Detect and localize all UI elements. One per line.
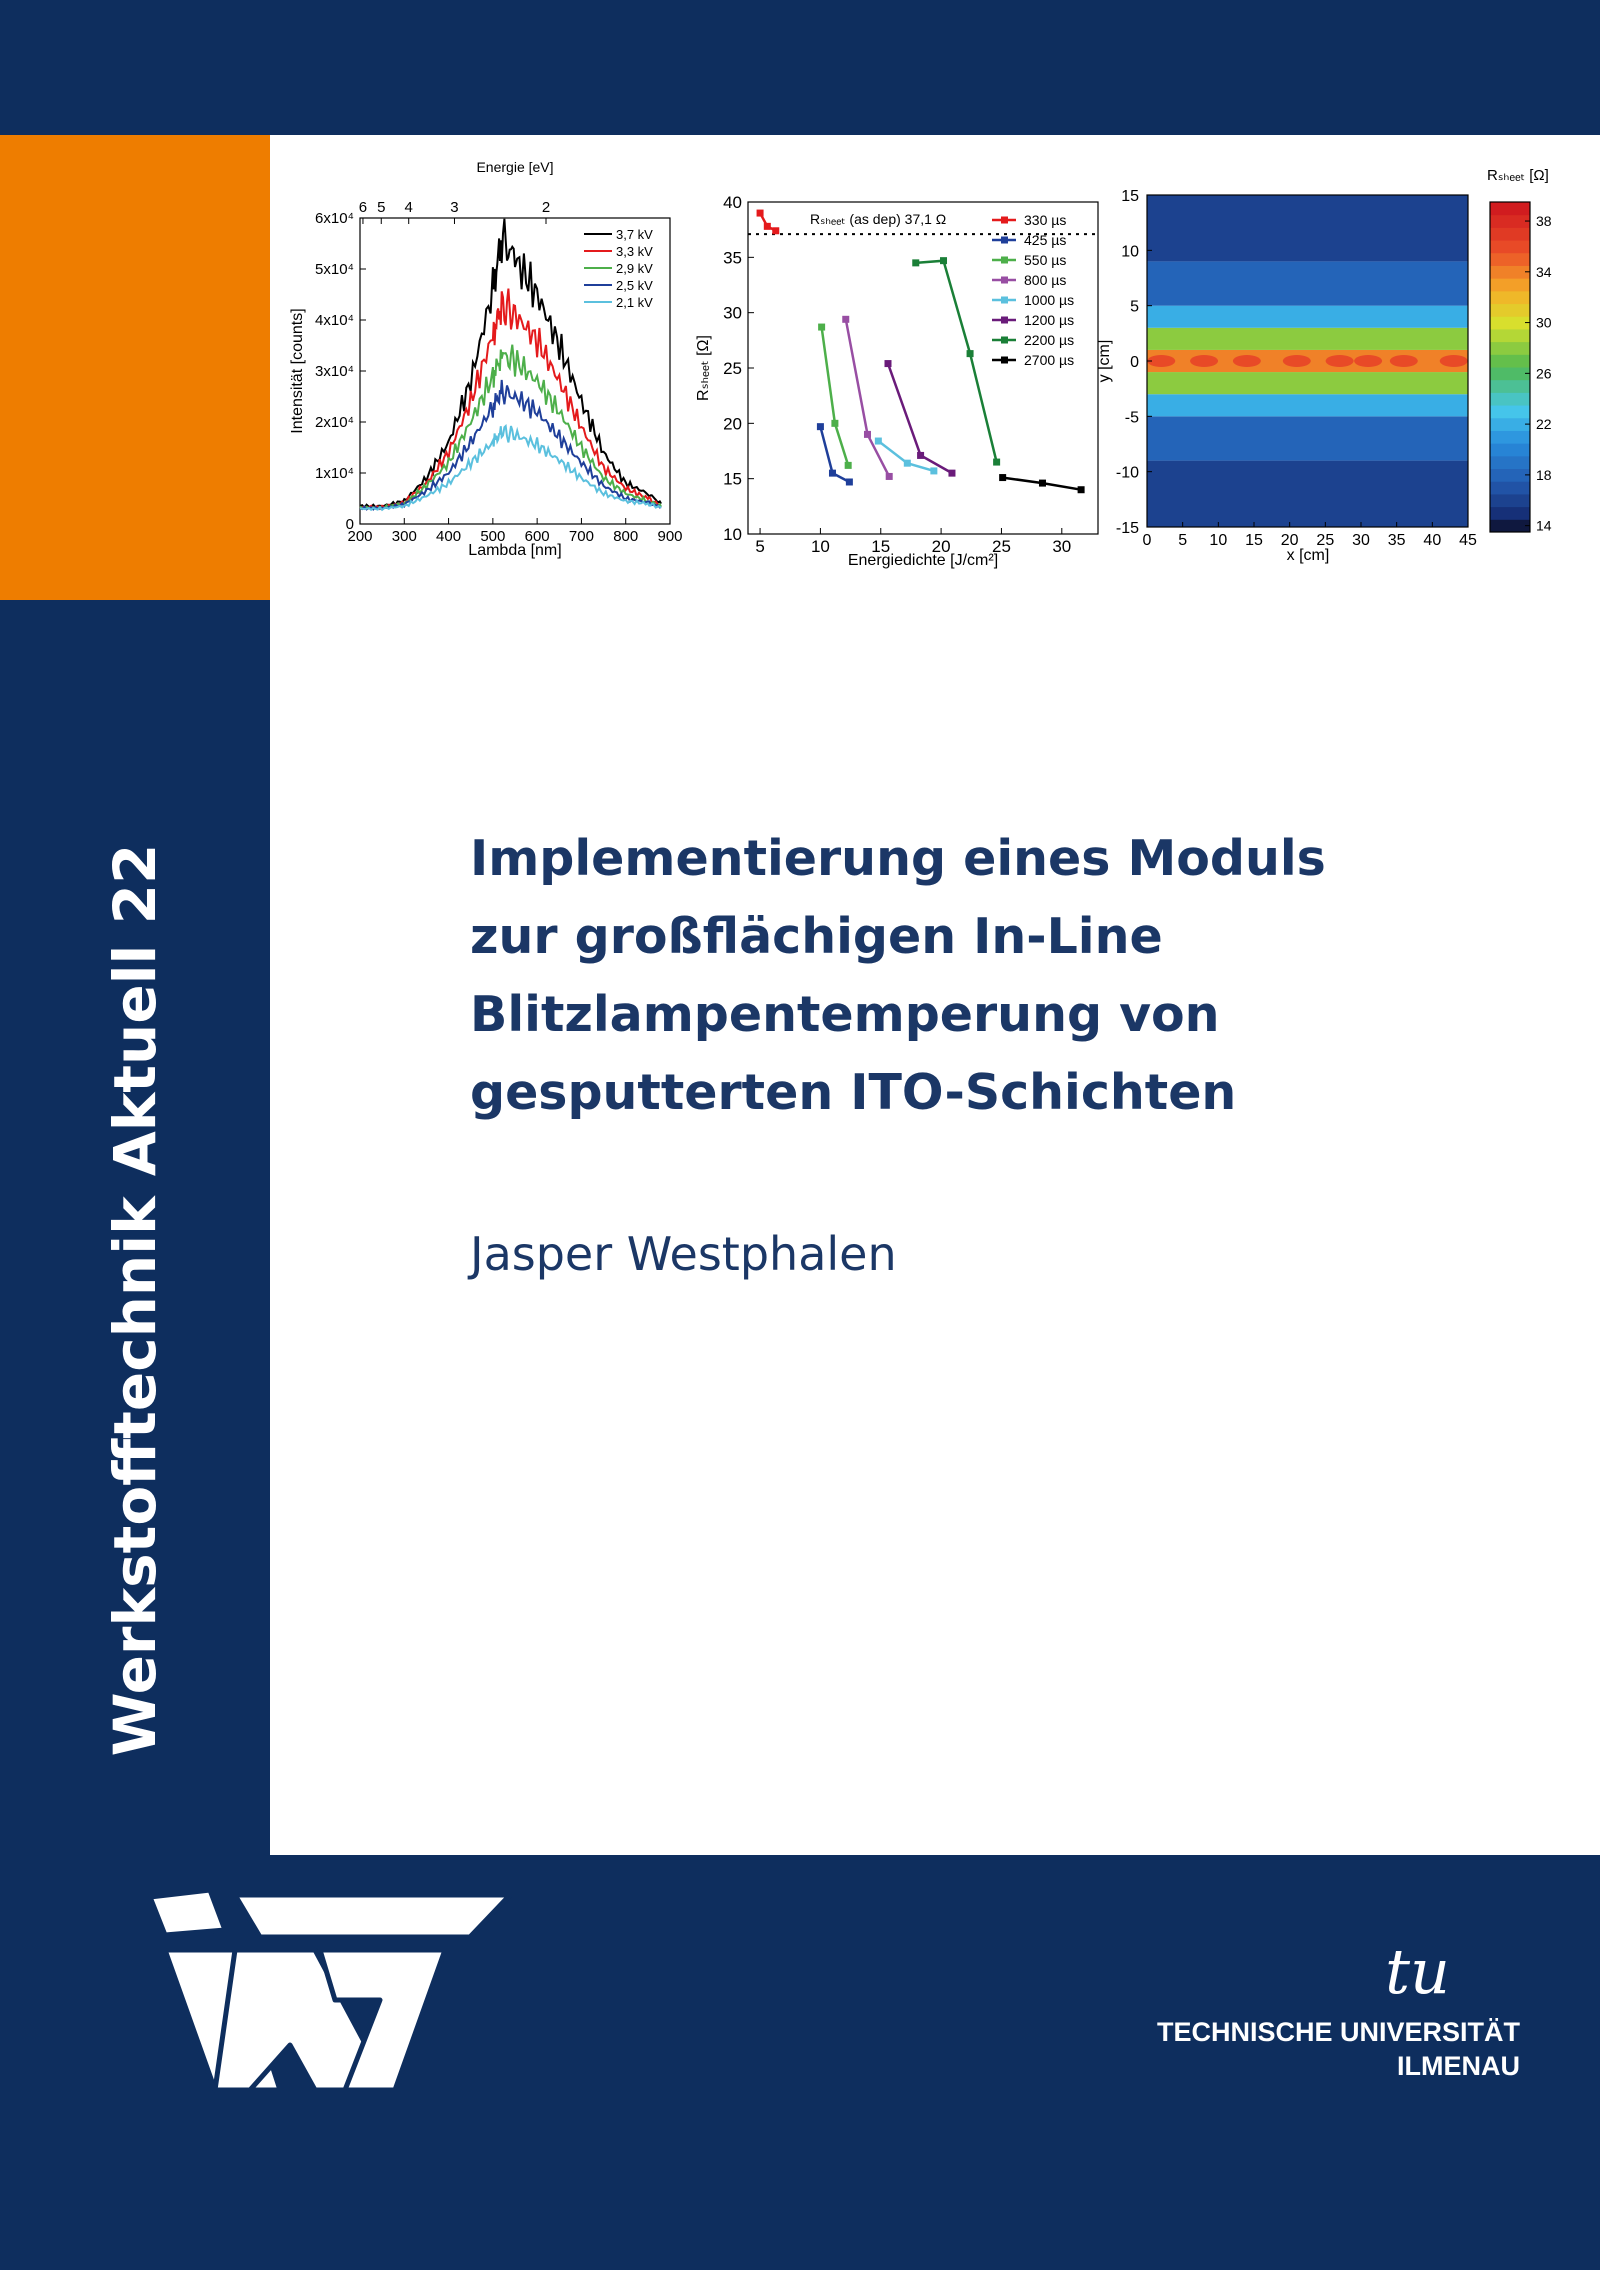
legend-marker — [1001, 317, 1008, 324]
colorbar-tick-label: 38 — [1536, 213, 1552, 230]
x-tick-label: 45 — [1459, 532, 1477, 549]
legend-marker — [1001, 217, 1008, 224]
colorbar-label: Rₛₕₑₑₜ [Ω] — [1487, 167, 1549, 184]
data-point — [886, 473, 893, 480]
top-axis-label: Energie [eV] — [476, 159, 554, 175]
x-tick-label: 20 — [931, 537, 951, 556]
colorbar-segment — [1490, 456, 1530, 469]
data-point — [757, 210, 764, 217]
data-point — [772, 227, 779, 234]
data-point — [885, 360, 892, 367]
data-point — [818, 324, 825, 331]
colorbar-segment — [1490, 342, 1530, 355]
resistance-chart — [690, 180, 1106, 570]
heatmap-band — [1147, 195, 1468, 261]
y-axis-label: Intensität [counts] — [289, 308, 306, 434]
data-point — [904, 460, 911, 467]
colorbar-segment — [1490, 240, 1530, 253]
colorbar-segment — [1490, 418, 1530, 431]
y-tick-label: -10 — [1115, 464, 1139, 482]
y-tick-label: 3x10⁴ — [315, 363, 354, 380]
colorbar-segment — [1490, 253, 1530, 266]
legend-label: 330 µs — [1024, 212, 1067, 228]
top-tick-label: 5 — [377, 199, 386, 216]
data-point — [817, 423, 824, 430]
data-point — [999, 474, 1006, 481]
x-tick-label: 20 — [1280, 532, 1299, 549]
colorbar-segment — [1490, 519, 1530, 532]
x-tick-label: 300 — [391, 528, 417, 545]
data-point — [993, 459, 1000, 466]
y-tick-label: 0 — [345, 516, 354, 533]
y-tick-label: 4x10⁴ — [315, 312, 354, 329]
university-logo — [1080, 1935, 1520, 2100]
colorbar-segment — [1490, 405, 1530, 418]
x-tick-label: 700 — [568, 528, 594, 545]
heatmap-band — [1147, 461, 1468, 527]
series-logo — [140, 1885, 520, 2105]
university-mark: tu — [1385, 1935, 1450, 2008]
data-point — [845, 462, 852, 469]
legend-label: 1000 µs — [1024, 292, 1075, 308]
legend-marker — [1001, 357, 1008, 364]
series-line — [846, 319, 889, 476]
y-tick-label: 0 — [1130, 354, 1139, 371]
x-tick-label: 500 — [480, 528, 506, 545]
colorbar-segment — [1490, 265, 1530, 278]
x-tick-label: 15 — [871, 537, 891, 556]
colorbar-tick-label: 34 — [1536, 263, 1552, 280]
y-axis-label: y [cm] — [1096, 339, 1113, 383]
heatmap-band — [1147, 306, 1468, 328]
x-axis-label: x [cm] — [1286, 547, 1330, 564]
spectrum-chart — [278, 150, 696, 570]
colorbar-segment — [1490, 380, 1530, 393]
data-point — [1039, 480, 1046, 487]
y-axis-label: Rₛₕₑₑₜ [Ω] — [695, 335, 712, 401]
colorbar-tick-label: 18 — [1536, 466, 1552, 483]
data-point — [846, 478, 853, 485]
university-name-line2: ILMENAU — [1397, 2051, 1520, 2081]
x-tick-label: 5 — [1178, 532, 1188, 549]
y-tick-label: 2x10⁴ — [315, 414, 354, 431]
heatmap-band — [1147, 416, 1468, 460]
heatmap-hotspot — [1354, 355, 1382, 367]
data-point — [864, 431, 871, 438]
data-point — [912, 259, 919, 266]
title-line: gesputterten ITO-Schichten — [470, 1064, 1237, 1121]
series-line — [360, 380, 661, 510]
top-tick-label: 3 — [450, 199, 459, 216]
legend-marker — [1001, 297, 1008, 304]
legend-label: 3,3 kV — [616, 244, 653, 259]
legend-label: 2,9 kV — [616, 261, 653, 276]
data-point — [917, 452, 924, 459]
reference-label: Rₛₕₑₑₜ (as dep) 37,1 Ω — [810, 211, 947, 227]
heatmap-hotspot — [1283, 355, 1311, 367]
heatmap-hotspot — [1326, 355, 1354, 367]
orange-block — [0, 135, 270, 600]
y-tick-label: 15 — [723, 469, 742, 489]
series-line — [360, 289, 661, 509]
heatmap-hotspot — [1390, 355, 1418, 367]
y-tick-label: 25 — [723, 359, 742, 378]
colorbar-segment — [1490, 354, 1530, 367]
colorbar-tick-label: 30 — [1536, 314, 1552, 331]
x-tick-label: 35 — [1387, 532, 1406, 549]
top-tick-label: 2 — [541, 199, 551, 216]
data-point — [842, 316, 849, 323]
y-tick-label: 35 — [723, 248, 742, 268]
heatmap-band — [1147, 394, 1468, 416]
x-axis-label: Energiedichte [J/cm²] — [847, 552, 999, 569]
data-point — [967, 350, 974, 357]
colorbar-segment — [1490, 215, 1530, 228]
legend-marker — [1001, 277, 1008, 284]
top-band — [0, 0, 1600, 135]
data-point — [875, 438, 882, 445]
heatmap-band — [1147, 372, 1468, 394]
heatmap-band — [1147, 328, 1468, 350]
colorbar-segment — [1490, 469, 1530, 482]
title-line: zur großflächigen In-Line — [470, 908, 1163, 965]
heatmap-hotspot — [1190, 355, 1218, 367]
x-tick-label: 25 — [991, 537, 1011, 556]
data-point — [1078, 486, 1085, 493]
legend-label: 550 µs — [1024, 252, 1067, 268]
y-tick-label: 5x10⁴ — [315, 261, 354, 278]
legend-label: 2,1 kV — [616, 295, 653, 310]
colorbar-tick-label: 14 — [1536, 517, 1552, 534]
colorbar-segment — [1490, 304, 1530, 317]
heatmap-hotspot — [1440, 355, 1468, 367]
data-point — [948, 470, 955, 477]
colorbar-segment — [1490, 291, 1530, 304]
y-tick-label: 10 — [1121, 243, 1139, 261]
colorbar-segment — [1490, 392, 1530, 405]
top-tick-label: 6 — [358, 199, 368, 216]
x-tick-label: 25 — [1316, 532, 1335, 549]
legend-label: 425 µs — [1024, 232, 1067, 248]
y-tick-label: 10 — [723, 525, 742, 544]
logo-wedge-left — [150, 1890, 225, 1935]
x-axis-label: Lambda [nm] — [468, 542, 562, 559]
series-line — [916, 261, 997, 462]
author-name: Jasper Westphalen — [470, 1227, 897, 1281]
y-tick-label: 15 — [1121, 188, 1139, 205]
colorbar-segment — [1490, 430, 1530, 443]
x-tick-label: 10 — [1209, 532, 1228, 549]
x-tick-label: 0 — [1142, 532, 1152, 549]
legend-marker — [1001, 337, 1008, 344]
legend-label: 2200 µs — [1024, 332, 1075, 348]
x-tick-label: 5 — [755, 537, 765, 556]
y-tick-label: 6x10⁴ — [315, 210, 354, 227]
legend-label: 2700 µs — [1024, 352, 1075, 368]
x-tick-label: 200 — [347, 528, 373, 545]
colorbar-segment — [1490, 202, 1530, 215]
colorbar-segment — [1490, 227, 1530, 240]
data-point — [764, 223, 771, 230]
legend-marker — [1001, 237, 1008, 244]
series-line — [360, 426, 661, 510]
y-tick-label: -5 — [1124, 409, 1139, 427]
colorbar-tick-label: 26 — [1536, 365, 1552, 382]
series-title: Werkstofftechnik Aktuell 22 — [101, 843, 169, 1757]
x-tick-label: 40 — [1423, 532, 1442, 549]
book-title — [470, 820, 1520, 1132]
data-point — [831, 420, 838, 427]
data-point — [930, 467, 937, 474]
legend-label: 3,7 kV — [616, 227, 653, 242]
y-tick-label: -15 — [1115, 520, 1139, 537]
x-tick-label: 10 — [810, 537, 830, 556]
heatmap-band — [1147, 261, 1468, 305]
university-name-line1: TECHNISCHE UNIVERSITÄT — [1156, 2017, 1520, 2047]
title-line: Implementierung eines Moduls — [470, 830, 1326, 887]
y-tick-label: 5 — [1130, 298, 1139, 316]
x-tick-label: 900 — [657, 528, 683, 545]
colorbar-segment — [1490, 329, 1530, 342]
x-tick-label: 30 — [1052, 537, 1072, 556]
y-tick-label: 40 — [723, 193, 742, 212]
colorbar-segment — [1490, 278, 1530, 291]
heatmap-chart — [1095, 160, 1552, 570]
x-tick-label: 400 — [436, 528, 462, 545]
x-tick-label: 15 — [1245, 532, 1263, 549]
y-tick-label: 1x10⁴ — [315, 465, 354, 482]
colorbar-tick-label: 22 — [1536, 416, 1552, 433]
title-line: Blitzlampentemperung von — [470, 986, 1220, 1043]
colorbar-segment — [1490, 494, 1530, 507]
y-tick-label: 20 — [723, 414, 742, 434]
top-tick-label: 4 — [404, 199, 413, 216]
colorbar-segment — [1490, 481, 1530, 494]
colorbar-segment — [1490, 367, 1530, 380]
y-tick-label: 30 — [723, 303, 742, 323]
colorbar-segment — [1490, 507, 1530, 520]
x-tick-label: 600 — [524, 528, 550, 545]
logo-bar-top — [235, 1895, 510, 1937]
legend-label: 1200 µs — [1024, 312, 1075, 328]
data-point — [829, 470, 836, 477]
legend-label: 2,5 kV — [616, 278, 653, 293]
legend-marker — [1001, 257, 1008, 264]
heatmap-hotspot — [1233, 355, 1261, 367]
x-tick-label: 30 — [1352, 532, 1370, 549]
legend-label: 800 µs — [1024, 272, 1067, 288]
data-point — [940, 257, 947, 264]
colorbar-segment — [1490, 443, 1530, 456]
x-tick-label: 800 — [613, 528, 639, 545]
colorbar-segment — [1490, 316, 1530, 329]
